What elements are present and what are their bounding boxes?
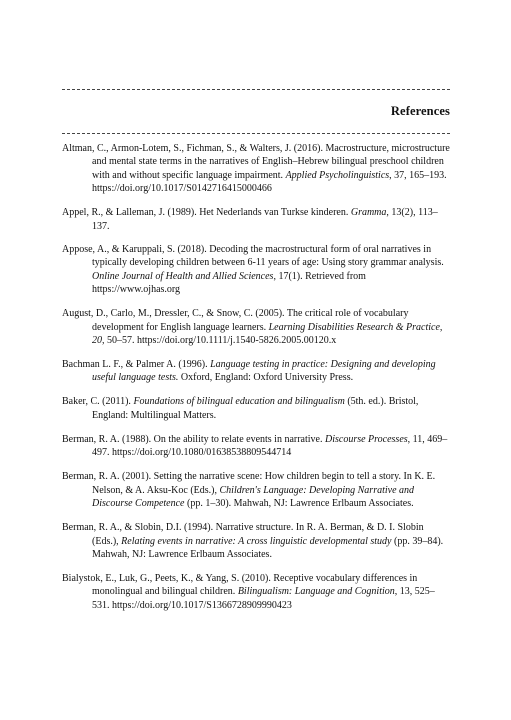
reference-entry: Altman, C., Armon-Lotem, S., Fichman, S., & Walters, J. (2016). Macrostructure, microstructure and mental state terms in the narratives of English–Hebrew bilingual preschool children with and without specific language impairment. Applied Psycholinguistics, 37, 165–193. https://doi.org/10.1017/S0142716415000466: [62, 143, 450, 195]
bottom-dashed-rule: [62, 133, 450, 134]
reference-entry: August, D., Carlo, M., Dressler, C., & Snow, C. (2005). The critical role of vocabulary development for English language learners. Learning Disabilities Research & Practice, 20, 50–57. https://doi.org/10.1111/j.1540-5826.2005.00120.x: [62, 308, 443, 347]
reference-entry: Appose, A., & Karuppali, S. (2018). Decoding the macrostructural form of oral narratives in typically developing children between 6-11 years of age: Using story grammar analysis. Online Journal of Health and Allied Sciences, 17(1). Retrieved from https://www.ojhas.org: [62, 244, 444, 296]
reference-entry: Bialystok, E., Luk, G., Peets, K., & Yang, S. (2010). Receptive vocabulary differences in monolingual and bilingual children. Bilingualism: Language and Cognition, 13, 525–531. https://doi.org/10.1017/S1366728909990423: [62, 572, 435, 611]
reference-entry: Berman, R. A. (2001). Setting the narrative scene: How children begin to tell a story. In K. E. Nelson, & A. Aksu-Koc (Eds.), Children's Language: Developing Narrative and Discourse Competence (pp. 1–30). Mahwah, NJ: Lawrence Erlbaum Associates.: [62, 471, 436, 510]
top-dashed-rule: [62, 89, 450, 90]
reference-entry: Bachman L. F., & Palmer A. (1996). Language testing in practice: Designing and developing useful language tests. Oxford, England: Oxford University Press.: [62, 359, 436, 384]
reference-entry: Berman, R. A., & Slobin, D.I. (1994). Narrative structure. In R. A. Berman, & D. I. Slobin (Eds.), Relating events in narrative: A cross linguistic developmental study (pp. 39–84). Mahwah, NJ: Lawrence Erlbaum Associates.: [62, 522, 444, 560]
references-heading: References: [390, 104, 450, 118]
reference-list: [62, 142, 450, 623]
reference-entry: Baker, C. (2011). Foundations of bilingual education and bilingualism (5th. ed.). Bristol, England: Multilingual Matters.: [62, 396, 419, 421]
reference-entry: Berman, R. A. (1988). On the ability to relate events in narrative. Discourse Processes, 11, 469–497. https://doi.org/10.1080/01638538809544714: [62, 433, 448, 459]
reference-entry: Appel, R., & Lalleman, J. (1989). Het Nederlands van Turkse kinderen. Gramma, 13(2), 113–137.: [62, 207, 438, 232]
